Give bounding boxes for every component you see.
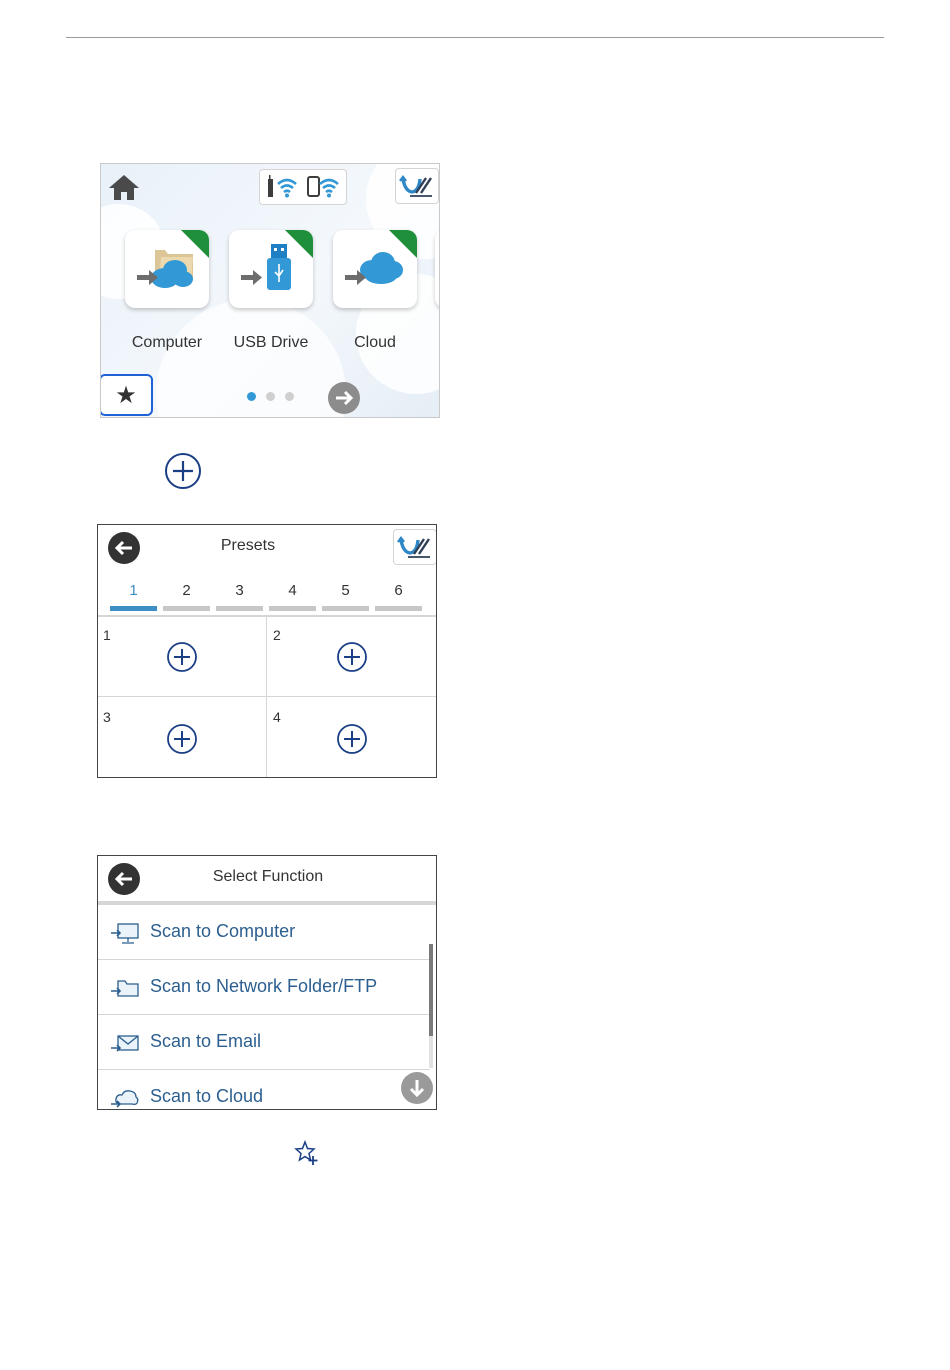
- list-item-scan-to-computer[interactable]: [98, 905, 430, 960]
- add-icon: [166, 641, 198, 673]
- sync-icon: [394, 530, 436, 564]
- tab-4[interactable]: 4: [288, 582, 297, 599]
- list-item-scan-to-network-folder[interactable]: [98, 960, 430, 1015]
- home-icon[interactable]: [107, 172, 141, 202]
- page-title: Select Function: [212, 868, 324, 885]
- add-icon: [336, 723, 368, 755]
- tile-label-cloud: Cloud: [354, 334, 396, 351]
- tile-partial[interactable]: [435, 230, 440, 308]
- header-rule: [66, 37, 884, 38]
- tab-5[interactable]: 5: [341, 582, 350, 599]
- wired-wifi-icon: [266, 175, 300, 199]
- presets-screen: [97, 524, 437, 778]
- arrow-right-icon: [328, 382, 360, 414]
- network-folder-icon: [110, 978, 140, 1000]
- tab-2[interactable]: 2: [182, 582, 191, 599]
- tab-indicator: [322, 606, 369, 611]
- scan-to-usb-icon: [235, 240, 307, 302]
- add-icon: [164, 452, 202, 490]
- page-dot: [266, 392, 275, 401]
- sync-button[interactable]: [393, 529, 437, 565]
- list-item-scan-to-cloud[interactable]: [98, 1070, 430, 1110]
- preset-slot[interactable]: [98, 699, 266, 778]
- tile-cloud[interactable]: [333, 230, 417, 308]
- email-icon: [110, 1033, 140, 1055]
- add-icon: [336, 641, 368, 673]
- scan-to-cloud-icon: [339, 240, 411, 302]
- tab-1[interactable]: 1: [129, 582, 138, 599]
- sync-icon: [396, 169, 438, 203]
- page-title: Presets: [220, 537, 276, 554]
- page-dot: [285, 392, 294, 401]
- arrow-down-icon: [401, 1072, 433, 1104]
- scan-to-computer-icon: [131, 240, 203, 302]
- preset-slot[interactable]: [98, 617, 266, 697]
- list-item-label: Scan to Computer: [150, 921, 296, 941]
- select-function-screen: [97, 855, 437, 1110]
- back-button[interactable]: [108, 863, 140, 895]
- tab-6[interactable]: 6: [394, 582, 403, 599]
- favorites-button[interactable]: [100, 374, 153, 416]
- tile-usb-drive[interactable]: [229, 230, 313, 308]
- arrow-left-icon: [108, 863, 140, 895]
- arrow-left-icon: [108, 532, 140, 564]
- tab-indicator-active: [110, 606, 157, 611]
- tab-3[interactable]: 3: [235, 582, 244, 599]
- home-screen: [100, 163, 440, 418]
- next-page-button[interactable]: [328, 382, 360, 414]
- page-dot-active: [247, 392, 256, 401]
- scroll-down-button[interactable]: [401, 1072, 433, 1104]
- list-item-scan-to-email[interactable]: [98, 1015, 430, 1070]
- scan-to-computer-icon: [110, 923, 140, 945]
- network-status[interactable]: [259, 169, 347, 205]
- tab-indicator: [216, 606, 263, 611]
- list-item-label: Scan to Network Folder/FTP: [150, 976, 378, 996]
- back-button[interactable]: [108, 532, 140, 564]
- tile-computer[interactable]: [125, 230, 209, 308]
- sync-button[interactable]: [395, 168, 439, 204]
- tile-label-computer: Computer: [131, 334, 203, 351]
- wifi-direct-icon: [306, 175, 342, 199]
- preset-slot[interactable]: [268, 699, 436, 778]
- preset-slot[interactable]: [268, 617, 436, 697]
- tab-indicator: [163, 606, 210, 611]
- tab-indicator: [375, 606, 422, 611]
- tile-label-usb-drive: USB Drive: [233, 334, 309, 351]
- list-item-label: Scan to Cloud: [150, 1086, 264, 1106]
- tab-indicator: [269, 606, 316, 611]
- star-add-icon: [294, 1140, 320, 1166]
- slot-number: 1: [103, 627, 111, 643]
- cloud-icon: [110, 1088, 140, 1110]
- slot-number: 3: [103, 709, 111, 725]
- divider: [266, 617, 267, 778]
- slot-number: 2: [273, 627, 281, 643]
- list-item-label: Scan to Email: [150, 1031, 262, 1051]
- slot-number: 4: [273, 709, 281, 725]
- add-icon: [166, 723, 198, 755]
- star-icon: ★: [115, 381, 137, 409]
- scrollbar-thumb[interactable]: [429, 944, 433, 1036]
